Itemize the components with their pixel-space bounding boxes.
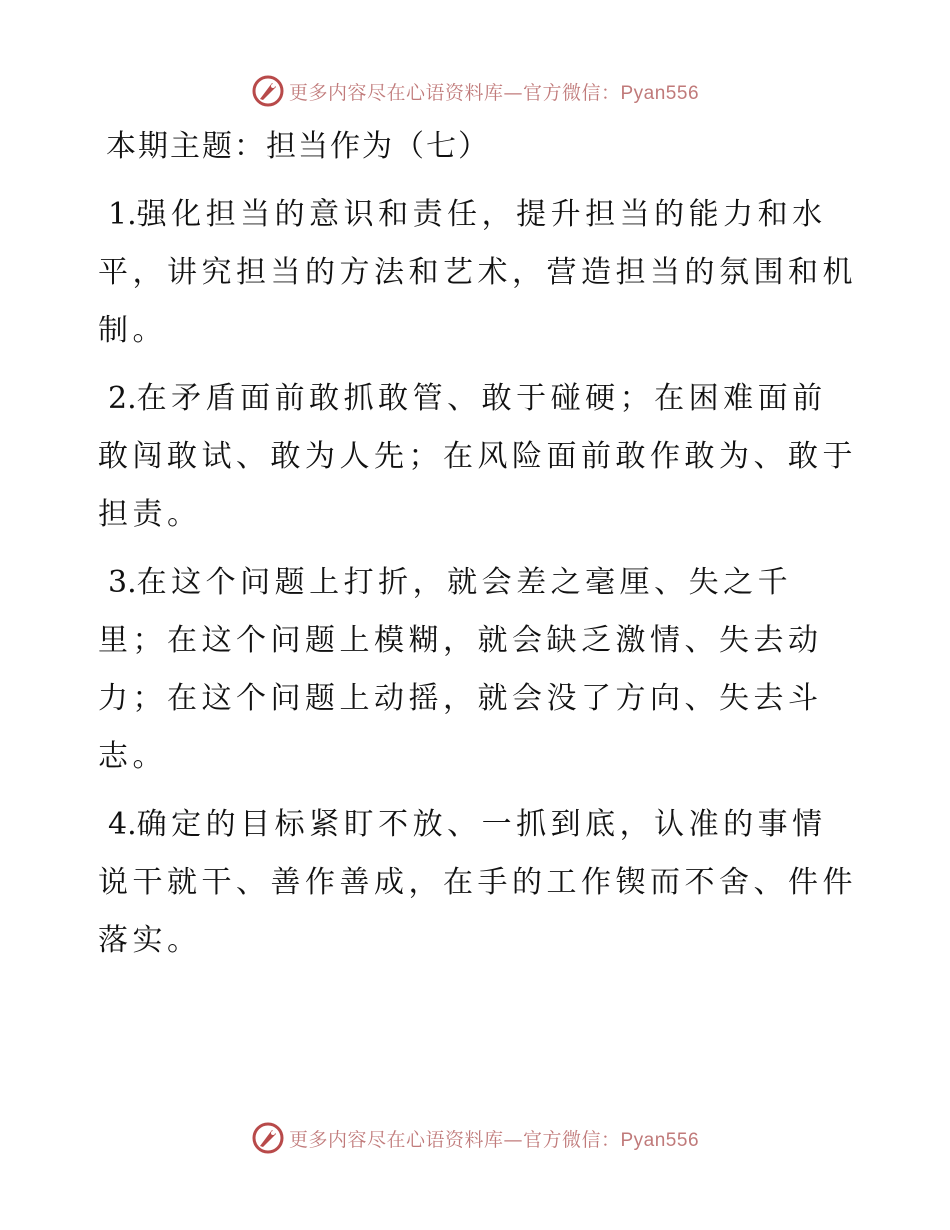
pen-nib-logo-icon <box>251 1121 285 1155</box>
list-item-number: 1. <box>108 197 137 232</box>
document-title: 本期主题：担当作为（七） <box>106 129 490 164</box>
list-item <box>98 796 858 970</box>
footer-banner-label: 更多内容尽在心语资料库—官方微信： <box>288 1128 621 1151</box>
list-item <box>98 370 858 544</box>
list-item <box>98 186 858 360</box>
list-item-number: 2. <box>108 381 137 416</box>
header-banner-wechat: Pyan556 <box>620 82 700 104</box>
header-banner-text <box>289 78 699 105</box>
header-banner-label: 更多内容尽在心语资料库—官方微信： <box>288 81 621 104</box>
footer-banner <box>0 1118 950 1158</box>
footer-banner-wechat: Pyan556 <box>620 1129 700 1151</box>
list-item-text: 强化担当的意识和责任，提升担当的能力和水平，讲究担当的方法和艺术，营造担当的氛围和机制。 <box>98 197 857 348</box>
list-item-number: 4. <box>108 807 137 842</box>
header-banner <box>0 71 950 111</box>
footer-banner-text <box>289 1125 699 1152</box>
document-body <box>98 118 858 970</box>
list-item-text: 确定的目标紧盯不放、一抓到底，认准的事情说干就干、善作善成，在手的工作锲而不舍、件件落实。 <box>98 807 857 958</box>
list-item-text: 在矛盾面前敢抓敢管、敢于碰硬；在困难面前敢闯敢试、敢为人先；在风险面前敢作敢为、敢于担责。 <box>98 381 857 532</box>
list-item <box>98 554 858 786</box>
list-item-number: 3. <box>108 565 137 600</box>
pen-nib-logo-icon <box>251 74 285 108</box>
list-item-text: 在这个问题上打折，就会差之毫厘、失之千里；在这个问题上模糊，就会缺乏激情、失去动力；在这个问题上动摇，就会没了方向、失去斗志。 <box>98 565 823 774</box>
